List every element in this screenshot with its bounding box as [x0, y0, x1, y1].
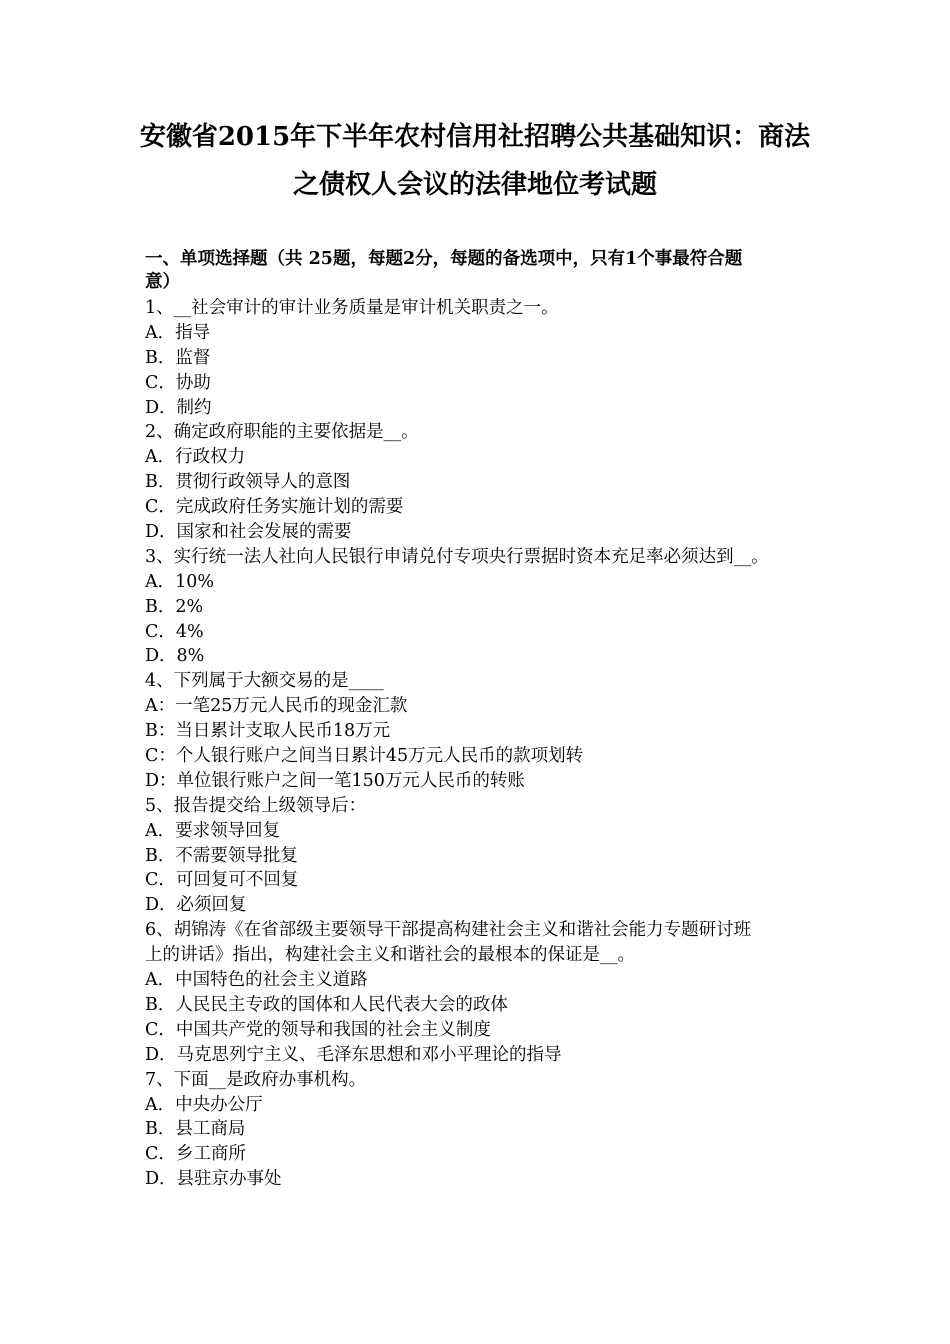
question-item	[145, 1068, 825, 1192]
question-stem: 5、报告提交给上级领导后：	[145, 795, 367, 816]
answer-option: C．4%	[145, 621, 204, 642]
answer-option: B．贯彻行政领导人的意图	[145, 472, 351, 493]
answer-option: C．乡工商所	[145, 1144, 246, 1165]
question-item	[145, 420, 825, 544]
answer-option: A．行政权力	[145, 447, 246, 468]
answer-option: B：当日累计支取人民币18万元	[145, 721, 391, 742]
answer-option: D．县驻京办事处	[145, 1169, 282, 1190]
answer-option: A．中国特色的社会主义道路	[145, 970, 368, 991]
answer-option: D：单位银行账户之间一笔150万元人民币的转账	[145, 770, 525, 791]
answer-option: A．要求领导回复	[145, 820, 281, 841]
answer-option: B．监督	[145, 347, 211, 368]
question-stem: 7、下面__是政府办事机构。	[145, 1069, 367, 1090]
answer-option: C．协助	[145, 372, 211, 393]
answer-option: C．可回复可不回复	[145, 870, 299, 891]
question-stem: 上的讲话》指出，构建社会主义和谐社会的最根本的保证是__。	[145, 945, 635, 966]
answer-option: A．中央办公厅	[145, 1094, 263, 1115]
section-header-line-1: 一、单项选择题（共 25题，每题2分，每题的备选项中，只有1个事最符合题	[145, 249, 743, 269]
section-header	[145, 248, 810, 294]
answer-option: D．制约	[145, 397, 212, 418]
question-stem: 4、下列属于大额交易的是____	[145, 671, 384, 692]
document-title-line-2: 之债权人会议的法律地位考试题	[292, 170, 657, 200]
answer-option: B．县工商局	[145, 1119, 246, 1140]
document-title-line-1: 安徽省2015年下半年农村信用社招聘公共基础知识：商法	[139, 122, 811, 152]
question-stem: 2、确定政府职能的主要依据是__。	[145, 422, 419, 443]
answer-option: A：一笔25万元人民币的现金汇款	[145, 696, 408, 717]
answer-option: D．马克思列宁主义、毛泽东思想和邓小平理论的指导	[145, 1044, 562, 1065]
answer-option: D．8%	[145, 646, 205, 667]
answer-option: A．指导	[145, 322, 211, 343]
question-stem: 1、__社会审计的审计业务质量是审计机关职责之一。	[145, 298, 559, 318]
section-header-line-2: 意）	[145, 272, 180, 292]
answer-option: C：个人银行账户之间当日累计45万元人民币的款项划转	[145, 746, 584, 767]
answer-option: B．不需要领导批复	[145, 845, 298, 866]
answer-option: C．中国共产党的领导和我国的社会主义制度	[145, 1019, 491, 1040]
answer-option: B．人民民主专政的国体和人民代表大会的政体	[145, 994, 508, 1015]
answer-option: D．必须回复	[145, 895, 247, 916]
answer-option: B．2%	[145, 596, 204, 617]
answer-option: A．10%	[145, 571, 215, 592]
question-item	[145, 794, 825, 918]
question-item	[145, 545, 825, 669]
question-item	[145, 669, 825, 793]
question-item	[145, 296, 825, 420]
question-item	[145, 918, 825, 1067]
question-list	[145, 296, 825, 1192]
answer-option: C．完成政府任务实施计划的需要	[145, 497, 404, 518]
question-stem: 3、实行统一法人社向人民银行申请兑付专项央行票据时资本充足率必须达到__。	[145, 546, 769, 567]
question-stem: 6、胡锦涛《在省部级主要领导干部提高构建社会主义和谐社会能力专题研讨班	[145, 920, 752, 941]
answer-option: D．国家和社会发展的需要	[145, 522, 352, 543]
